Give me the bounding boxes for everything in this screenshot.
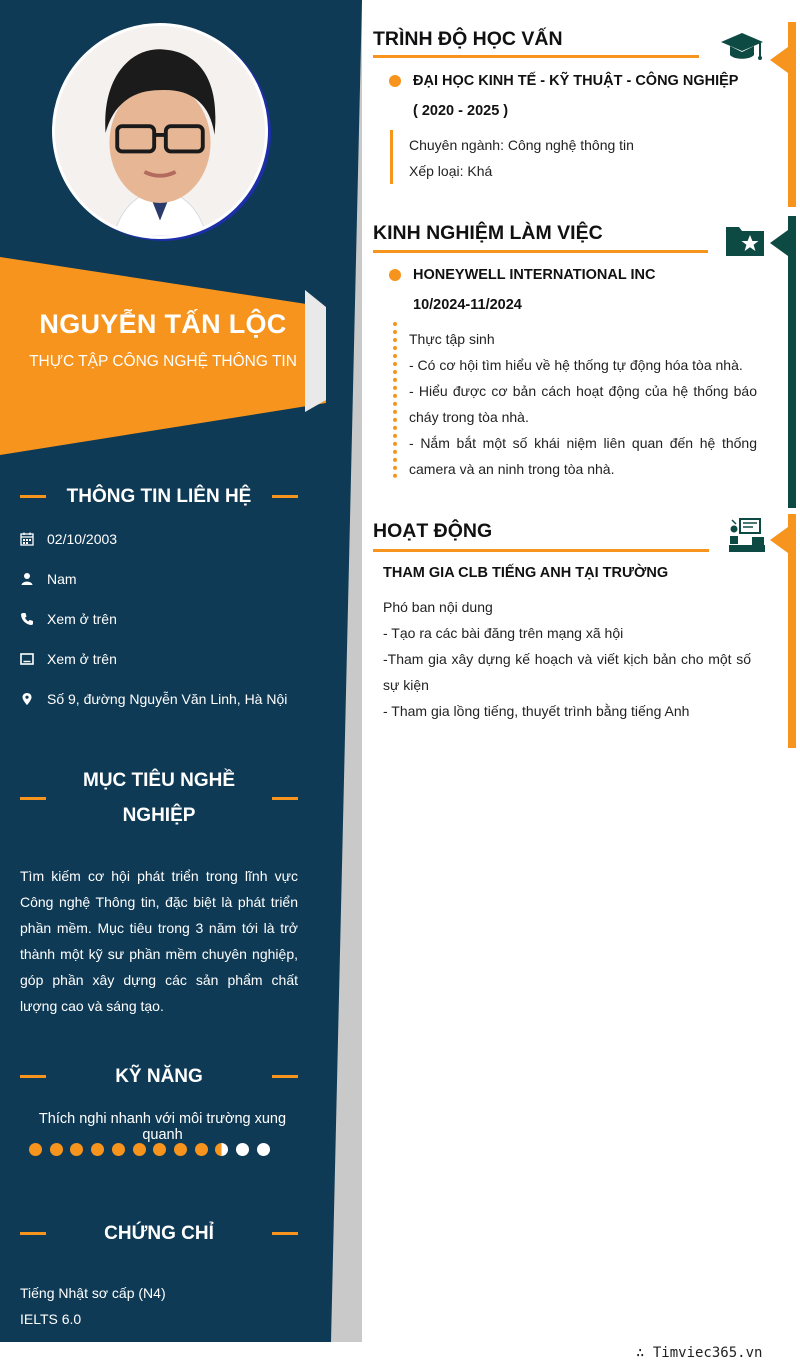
heading-dash [20, 1075, 46, 1078]
experience-side-bar [788, 216, 796, 508]
skill-dot [257, 1143, 270, 1156]
experience-detail: - Hiểu được cơ bản cách hoạt động của hệ thống báo cháy trong tòa nhà. [409, 383, 757, 425]
education-notch [770, 47, 788, 73]
activity-detail: - Tham gia lồng tiếng, thuyết trình bằng tiếng Anh [383, 703, 690, 719]
heading-dash [272, 797, 298, 800]
timeline-line [390, 130, 393, 184]
map-pin-icon [20, 691, 47, 707]
heading-dash [20, 797, 46, 800]
skill-dot [112, 1143, 125, 1156]
activities-side-bar [788, 514, 796, 748]
education-major: Chuyên ngành: Công nghệ thông tin [409, 137, 634, 153]
skill-dot [29, 1143, 42, 1156]
experience-detail: - Có cơ hội tìm hiểu về hệ thống tự động hóa tòa nhà. [409, 357, 743, 373]
experience-period: 10/2024-11/2024 [413, 297, 522, 313]
activity-title: THAM GIA CLB TIẾNG ANH TẠI TRƯỜNG [383, 565, 669, 581]
certificate-item: Tiếng Nhật sơ cấp (N4) [20, 1285, 166, 1301]
experience-heading: KINH NGHIỆM LÀM VIỆC [373, 222, 603, 244]
skill-dot [174, 1143, 187, 1156]
skills-heading: KỸ NĂNG [20, 1059, 298, 1094]
contact-birthday: 02/10/2003 [20, 531, 310, 547]
heading-dash [272, 1232, 298, 1235]
activity-detail: -Tham gia xây dựng kế hoạch và viết kịch bản cho một số sự kiện [383, 651, 751, 693]
calendar-icon [20, 531, 47, 547]
objective-heading: MỤC TIÊU NGHỀ NGHIỆP [20, 763, 298, 833]
skill-dot [133, 1143, 146, 1156]
heading-dash [272, 1075, 298, 1078]
heading-dash [20, 1232, 46, 1235]
heading-underline [373, 549, 709, 552]
activities-notch [770, 527, 788, 553]
contact-gender: Nam [20, 571, 310, 587]
education-side-bar [788, 22, 796, 207]
user-icon [20, 571, 47, 587]
site-watermark: ∴ Timviec365.vn [636, 1345, 763, 1361]
education-rank: Xếp loại: Khá [409, 163, 493, 179]
education-period: ( 2020 - 2025 ) [413, 103, 509, 119]
contact-email: Xem ở trên [20, 651, 310, 667]
profile-photo [52, 23, 268, 239]
activity-detail: - Tạo ra các bài đăng trên mạng xã hội [383, 625, 624, 641]
skill-name: Thích nghi nhanh với môi trường xung quanh [38, 1111, 287, 1143]
graduation-cap-icon [720, 31, 764, 63]
skill-dot [195, 1143, 208, 1156]
experience-company: HONEYWELL INTERNATIONAL INC [413, 267, 656, 283]
skill-dot [236, 1143, 249, 1156]
certificates-heading: CHỨNG CHỈ [20, 1216, 298, 1251]
contact-address: Số 9, đường Nguyễn Văn Linh, Hà Nội [20, 691, 310, 707]
certificate-item: IELTS 6.0 [20, 1311, 82, 1327]
podium-speaker-icon [728, 517, 766, 553]
experience-detail: - Nắm bắt một số khái niệm liên quan đến hệ thống camera và an ninh trong tòa nhà. [409, 435, 757, 477]
skill-dot [91, 1143, 104, 1156]
activity-role: Phó ban nội dung [383, 599, 493, 615]
folder-star-icon [725, 223, 765, 257]
experience-role: Thực tập sinh [409, 331, 495, 347]
timeline-bullet [389, 75, 401, 87]
email-icon [20, 651, 47, 667]
activities-heading: HOẠT ĐỘNG [373, 520, 493, 542]
heading-underline [373, 250, 708, 253]
objective-text: Tìm kiếm cơ hội phát triển trong lĩnh vực Công nghệ Thông tin, đặc biệt là phát triển phần mềm. Mục tiêu trong 3 năm tới là trở thành một kỹ sư phần mềm chuyên nghiệp, góp phần xây dựng các sản phẩm chất lượng cao và sáng tạo. [20, 868, 298, 1014]
profile-title: THỰC TẬP CÔNG NGHỆ THÔNG TIN [29, 353, 297, 370]
contact-heading: THÔNG TIN LIÊN HỆ [20, 479, 298, 514]
heading-dash [272, 495, 298, 498]
phone-icon [20, 611, 47, 627]
experience-notch [770, 230, 788, 256]
education-heading: TRÌNH ĐỘ HỌC VẤN [373, 28, 563, 50]
timeline-bullet [389, 269, 401, 281]
timeline-dotted-line [393, 322, 397, 478]
education-school: ĐẠI HỌC KINH TẾ - KỸ THUẬT - CÔNG NGHIỆP [413, 73, 739, 89]
skill-dot [50, 1143, 63, 1156]
heading-dash [20, 495, 46, 498]
heading-underline [373, 55, 699, 58]
profile-name: NGUYỄN TẤN LỘC [39, 309, 287, 339]
contact-phone: Xem ở trên [20, 611, 310, 627]
